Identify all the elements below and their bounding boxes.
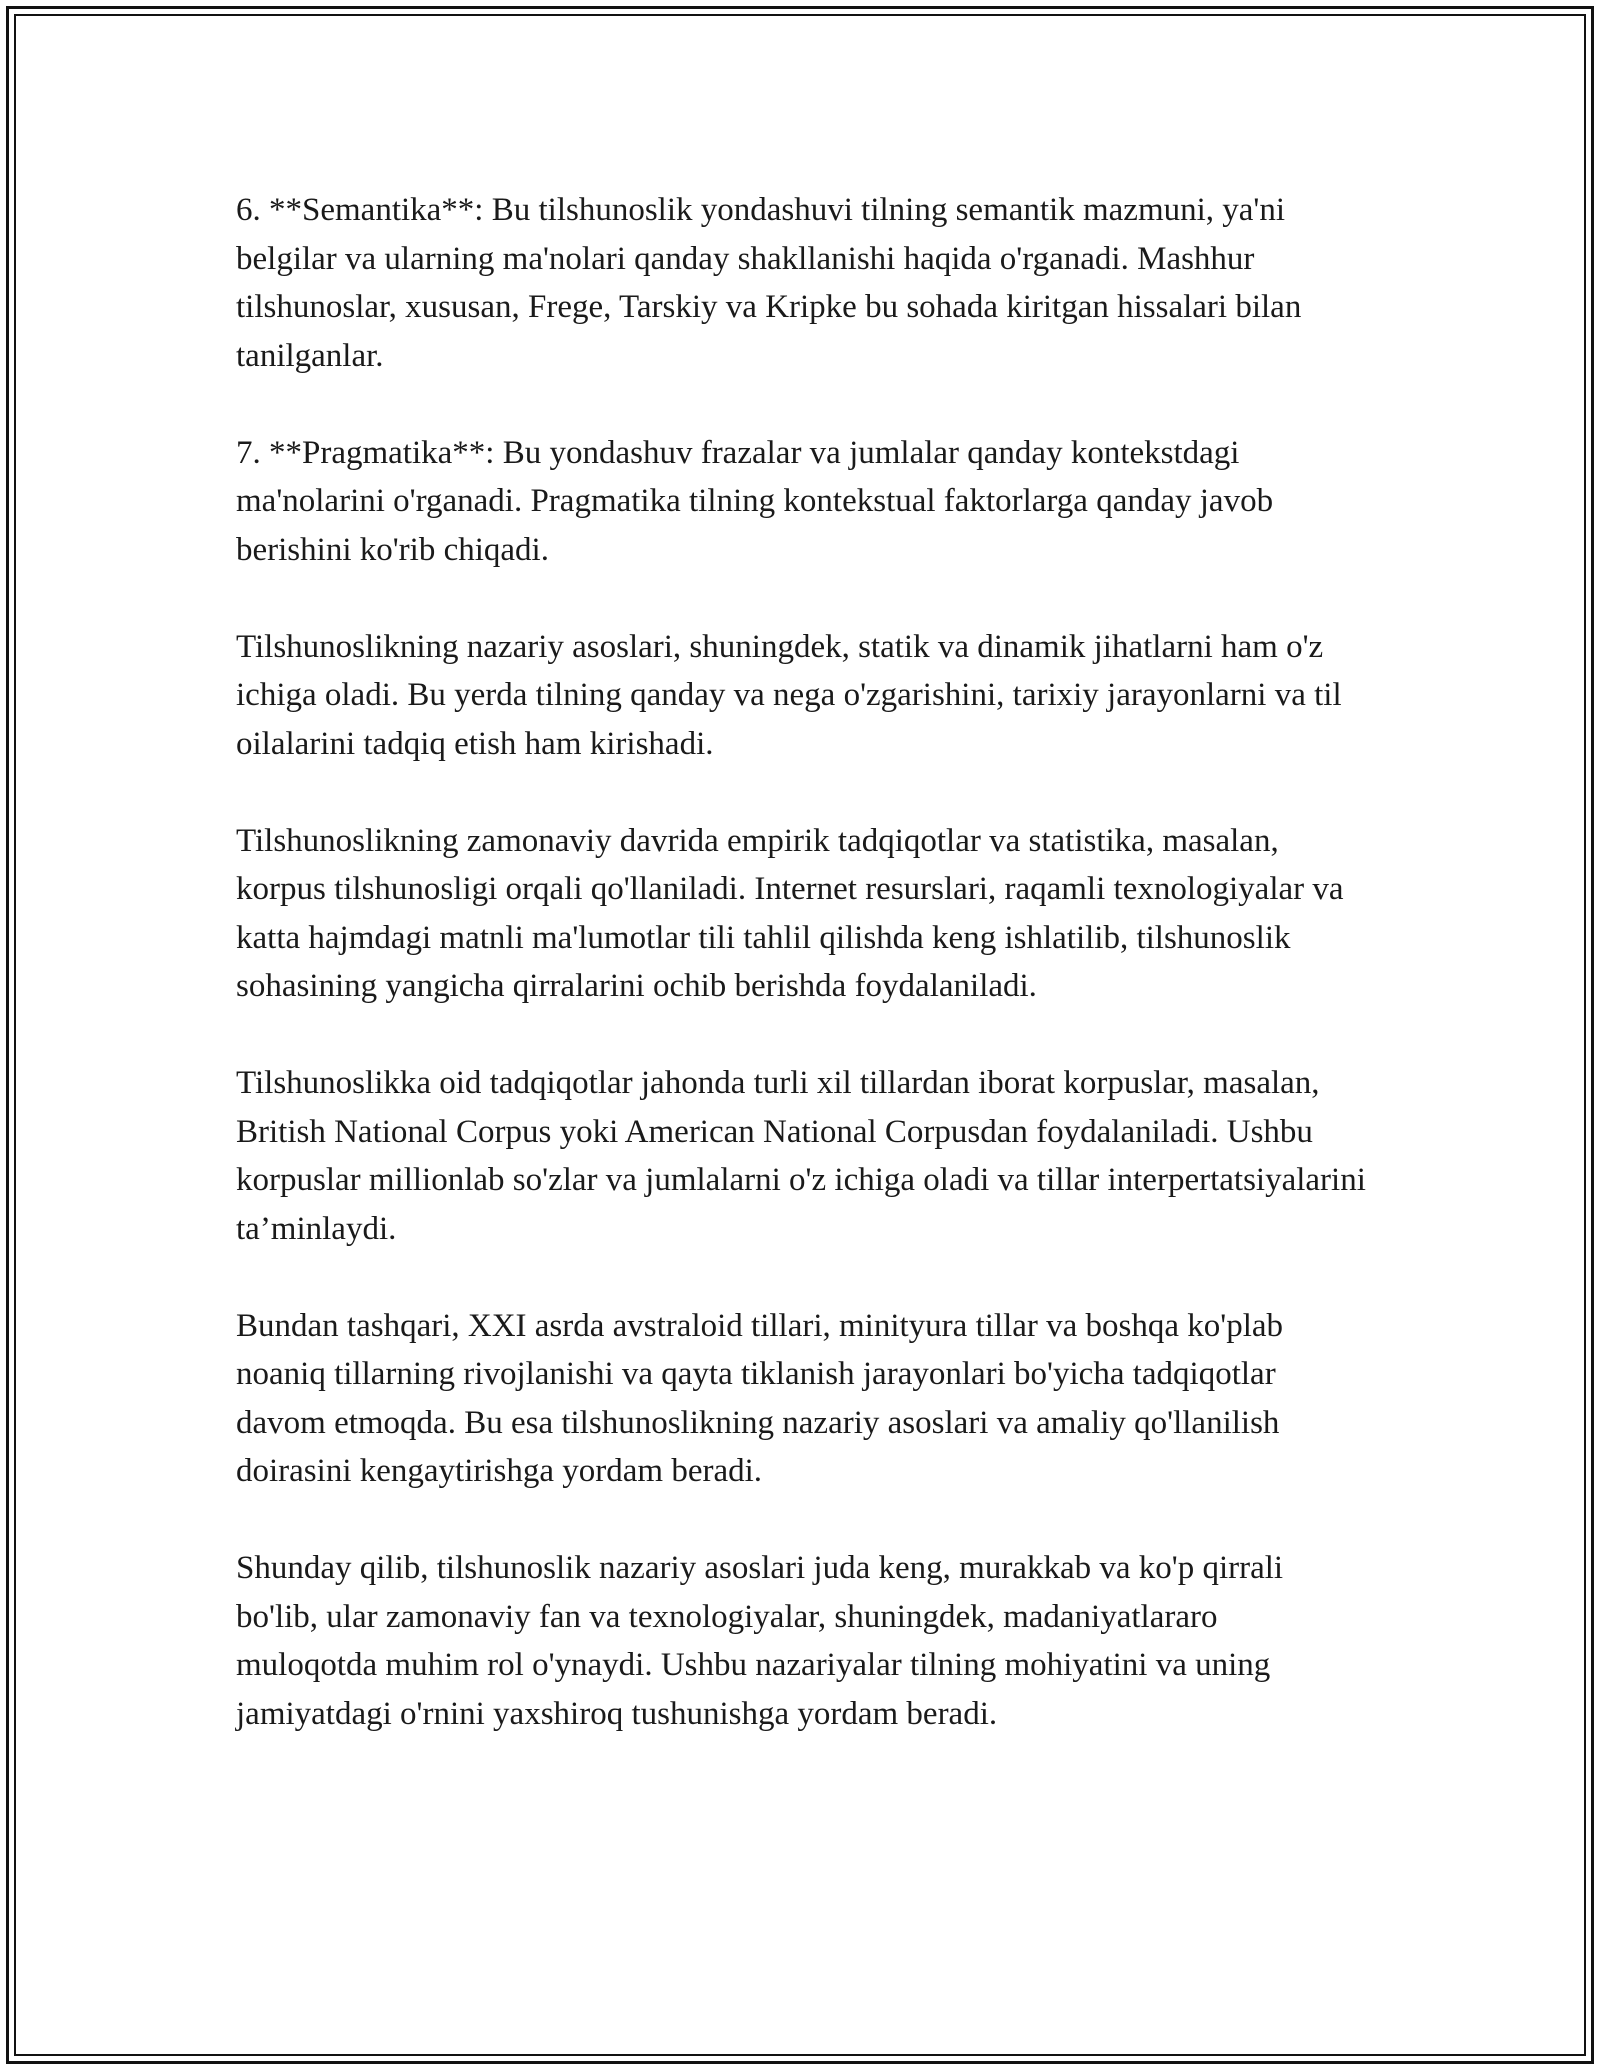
paragraph-conclusion: Shunday qilib, tilshunoslik nazariy asoslari juda keng, murakkab va ko'p qirrali bo'lib, ular zamonaviy fan va texnologiyalar, shuningdek, madaniyatlararo muloqotda muhim rol o'ynaydi. Ushbu nazariyalar tilning mohiyatini va uning jamiyatdagi o'rnini yaxshiroq tushunishga yordam beradi. (236, 1550, 1284, 1732)
paragraph-modern-empirical-research: Tilshunoslikning zamonaviy davrida empirik tadqiqotlar va statistika, masalan, korpus tilshunosligi orqali qo'llaniladi. Internet resurslari, raqamli texnologiyalar va katta hajmdagi matnli ma'lumotlar tili tahlil qilishda keng ishlatilib, tilshunoslik sohasining yangicha qirralarini ochib berishda foydalaniladi. (236, 822, 1344, 1004)
paragraph-semantika: 6. **Semantika**: Bu tilshunoslik yondashuvi tilning semantik mazmuni, ya'ni belgilar va ularning ma'nolari qanday shakllanishi haqida o'rganadi. Mashhur tilshunoslar, xususan, Frege, Tarskiy va Kripke bu sohada kiritgan hissalari bilan tanilganlar. (236, 192, 1302, 374)
paragraph-corpus-research: Tilshunoslikka oid tadqiqotlar jahonda turli xil tillardan iborat korpuslar, masalan, British National Corpus yoki American National Corpusdan foydalaniladi. Ushbu korpuslar millionlab so'zlar va jumlalarni o'z ichiga oladi va tillar interpertatsiyalarini ta’minlaydi. (236, 1065, 1366, 1247)
document-body (236, 186, 1366, 1738)
paragraph-21st-century-research: Bundan tashqari, XXI asrda avstraloid tillari, minityura tillar va boshqa ko'plab noaniq tillarning rivojlanishi va qayta tiklanish jarayonlari bo'yicha tadqiqotlar davom etmoqda. Bu esa tilshunoslikning nazariy asoslari va amaliy qo'llanilish doirasini kengaytirishga yordam beradi. (236, 1307, 1284, 1489)
paragraph-pragmatika: 7. **Pragmatika**: Bu yondashuv frazalar va jumlalar qanday kontekstdagi ma'nolarini o'rganadi. Pragmatika tilning kontekstual faktorlarga qanday javob berishini ko'rib chiqadi. (236, 434, 1274, 568)
paragraph-theoretical-foundations: Tilshunoslikning nazariy asoslari, shuningdek, statik va dinamik jihatlarni ham o'z ichiga oladi. Bu yerda tilning qanday va nega o'zgarishini, tarixiy jarayonlarni va til oilalarini tadqiq etish ham kirishadi. (236, 628, 1342, 762)
